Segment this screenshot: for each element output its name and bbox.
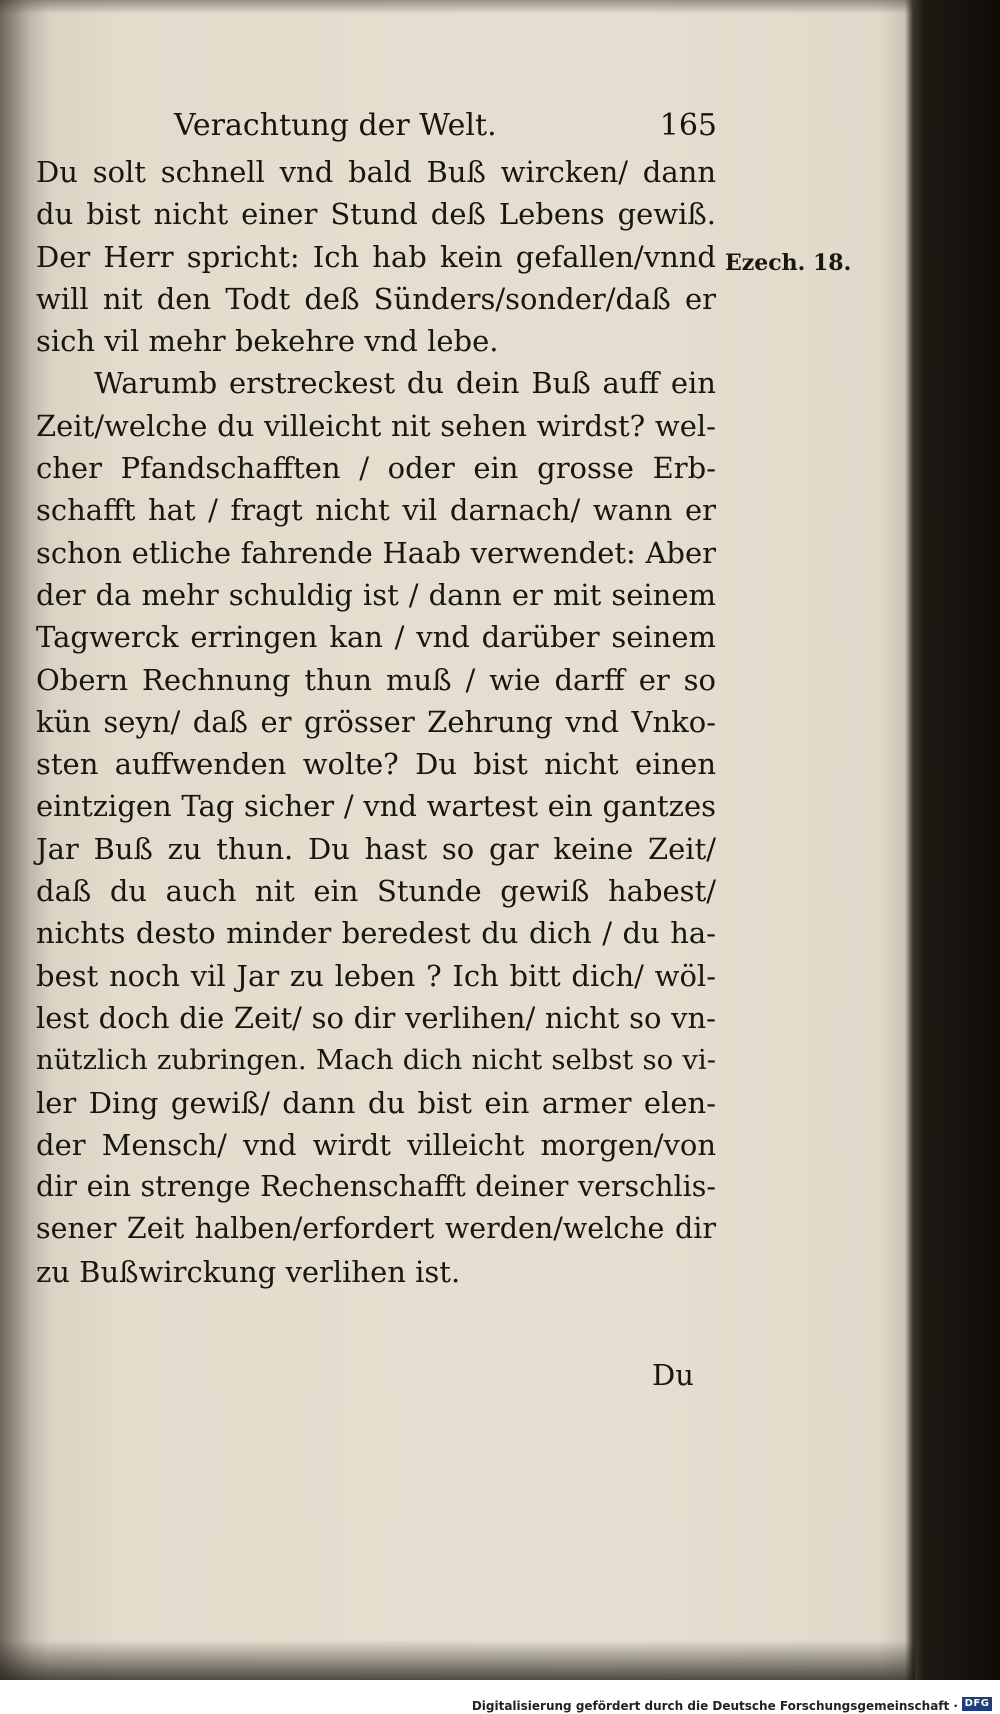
text-line: nichts desto minder beredest du dich / du ha- <box>36 916 716 951</box>
text-line: schafft hat / fragt nicht vil darnach/ wann er <box>36 493 716 528</box>
dfg-logo-icon: DFG <box>962 1697 992 1711</box>
text-line: Zeit/welche du villeicht nit sehen wirdst? wel- <box>36 408 716 443</box>
text-line: Jar Buß zu thun. Du hast so gar keine Zeit/ <box>36 831 716 866</box>
text-line: ler Ding gewiß/ dann du bist ein armer elen- <box>36 1085 716 1120</box>
text-line: cher Pfandschafften / oder ein grosse Erb- <box>36 451 716 486</box>
page-top-shadow <box>0 0 915 14</box>
text-line: sten auffwenden wolte? Du bist nicht einen <box>36 747 716 782</box>
text-line: Tagwerck erringen kan / vnd darüber seinem <box>36 620 716 655</box>
text-line: nützlich zubringen. Mach dich nicht selbst so vi- <box>36 1044 716 1077</box>
text-line: der da mehr schuldig ist / dann er mit seinem <box>36 577 716 612</box>
body-text <box>36 151 716 1293</box>
running-head <box>152 108 717 148</box>
text-line: du bist nicht einer Stund deß Lebens gewiß. <box>36 197 716 232</box>
text-line: eintzigen Tag sicher / vnd wartest ein gantzes <box>36 789 716 824</box>
text-line: sich vil mehr bekehre vnd lebe. <box>36 324 499 359</box>
text-line: lest doch die Zeit/ so dir verlihen/ nicht so vn- <box>36 1000 716 1035</box>
text-line: Obern Rechnung thun muß / wie darff er so <box>36 662 716 697</box>
text-line: Warumb erstreckest du dein Buß auff ein <box>94 366 716 401</box>
page-number: 165 <box>659 108 717 143</box>
catchword: Du <box>652 1358 694 1392</box>
footer-credit: Digitalisierung gefördert durch die Deutsche Forschungsgemeinschaft · <box>471 1699 958 1713</box>
text-line: dir ein strenge Rechenschafft deiner verschlis- <box>36 1170 716 1204</box>
margin-note: Ezech. 18. <box>725 250 852 276</box>
text-line: schon etliche fahrende Haab verwendet: Aber <box>36 535 716 570</box>
text-line: best noch vil Jar zu leben ? Ich bitt dich/ wöl- <box>36 958 716 993</box>
text-line: kün seyn/ daß er grösser Zehrung vnd Vnko- <box>36 704 716 739</box>
running-head-title: Verachtung der Welt. <box>174 108 497 143</box>
text-line: daß du auch nit ein Stunde gewiß habest/ <box>36 874 716 909</box>
text-line: will nit den Todt deß Sünders/sonder/daß er <box>36 281 716 316</box>
page-bottom-shadow <box>0 1640 915 1680</box>
text-line: Der Herr spricht: Ich hab kein gefallen/vnnd <box>36 239 716 274</box>
text-line: zu Bußwirckung verlihen ist. <box>36 1254 461 1289</box>
text-line: der Mensch/ vnd wirdt villeicht morgen/von <box>36 1127 716 1162</box>
text-line: sener Zeit halben/erfordert werden/welche dir <box>36 1212 716 1246</box>
text-line: Du solt schnell vnd bald Buß wircken/ dann <box>36 155 716 189</box>
